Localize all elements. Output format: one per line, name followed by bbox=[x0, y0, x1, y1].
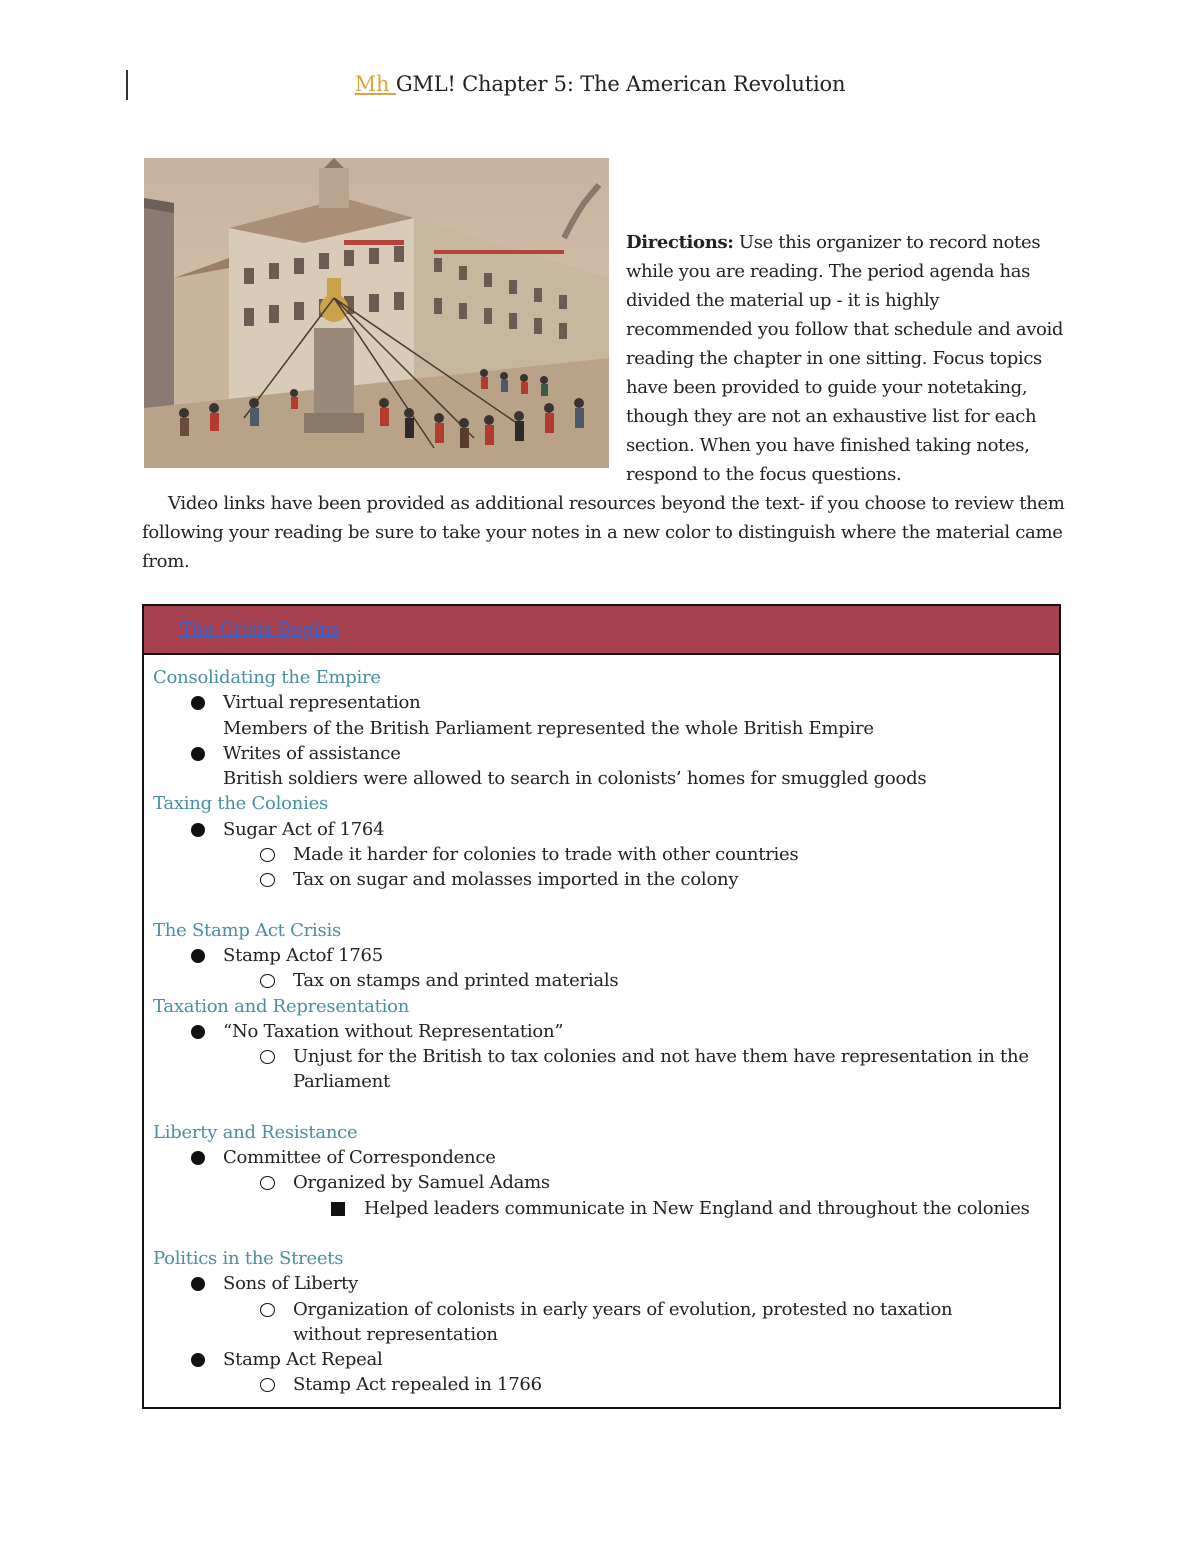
table-header bbox=[144, 606, 1059, 655]
list-item bbox=[153, 690, 1049, 715]
bullet-circle-icon bbox=[260, 974, 275, 988]
crisis-begins-link[interactable]: The Crisis Begins bbox=[180, 619, 341, 640]
topic-heading: The Stamp Act Crisis bbox=[153, 919, 341, 941]
sub-list-item-text: Tax on stamps and printed materials bbox=[293, 970, 619, 992]
topic-heading: Consolidating the Empire bbox=[153, 667, 381, 688]
blank-line bbox=[153, 1095, 1049, 1120]
list-item-text: Writes of assistance bbox=[223, 742, 401, 764]
bullet-disc-icon bbox=[191, 747, 205, 761]
directions-text: Use this organizer to record notes while you are reading. The period agenda has divided the material up - it is highly recommended you follow that schedule and avoid reading the chapter in one sitting. Focus topics have been provided to guide your notetaking, though they are not an exhaustive list for each section. When you have finished taking notes, respond to the focus questions. bbox=[626, 232, 1064, 485]
list-item-text: Virtual representation bbox=[223, 692, 421, 714]
list-item-text: Sons of Liberty bbox=[223, 1273, 359, 1295]
sub-list-item-text: Made it harder for colonies to trade with other countries bbox=[293, 844, 799, 866]
bullet-circle-icon bbox=[260, 1378, 275, 1392]
sub-list-item bbox=[153, 867, 1049, 892]
header-title: GML! Chapter 5: The American Revolution bbox=[395, 72, 846, 96]
list-item bbox=[153, 1271, 1049, 1296]
blank-line bbox=[153, 1221, 1049, 1246]
video-links-note: Video links have been provided as additional resources beyond the text- if you choose to review them following your reading be sure to take your notes in a new color to distinguish where the material came from. bbox=[142, 493, 1065, 572]
bullet-circle-icon bbox=[260, 1176, 275, 1190]
document-header bbox=[0, 72, 1200, 96]
topic-heading: Politics in the Streets bbox=[153, 1247, 344, 1269]
sub-list-item bbox=[153, 1170, 1049, 1195]
sub-list-item-continuation: Parliament bbox=[293, 1071, 390, 1093]
notes-organizer-table bbox=[142, 604, 1061, 1409]
bullet-disc-icon bbox=[191, 1025, 205, 1039]
list-item-note: British soldiers were allowed to search in colonists’ homes for smuggled goods bbox=[223, 768, 927, 790]
sub-list-item bbox=[153, 968, 1049, 993]
topic-heading: Liberty and Resistance bbox=[153, 1121, 358, 1143]
sub-sub-list-item-text: Helped leaders communicate in New England and throughout the colonies bbox=[364, 1197, 1030, 1219]
bullet-disc-icon bbox=[191, 949, 205, 963]
sub-list-item-text: Organized by Samuel Adams bbox=[293, 1172, 550, 1194]
bullet-circle-icon bbox=[260, 1303, 275, 1317]
list-item-text: Stamp Act Repeal bbox=[223, 1349, 383, 1371]
table-body bbox=[144, 655, 1059, 1398]
bullet-circle-icon bbox=[260, 873, 275, 887]
sub-list-item-continuation: without representation bbox=[293, 1323, 498, 1345]
list-item-text: Sugar Act of 1764 bbox=[223, 818, 385, 840]
topic-heading: Taxing the Colonies bbox=[153, 793, 328, 815]
bullet-disc-icon bbox=[191, 1353, 205, 1367]
list-item bbox=[153, 1145, 1049, 1170]
bullet-circle-icon bbox=[260, 848, 275, 862]
topic-heading: Taxation and Representation bbox=[153, 995, 410, 1017]
list-item bbox=[153, 817, 1049, 842]
sub-list-item-text: Organization of colonists in early years of evolution, protested no taxation bbox=[293, 1298, 953, 1320]
sub-list-item-text: Unjust for the British to tax colonies and not have them have representation in the bbox=[293, 1046, 1029, 1068]
bullet-disc-icon bbox=[191, 696, 205, 710]
sub-sub-list-item bbox=[153, 1196, 1049, 1221]
list-item-note: Members of the British Parliament represented the whole British Empire bbox=[223, 717, 874, 739]
directions-label: Directions: bbox=[626, 232, 734, 253]
sub-list-item-text: Stamp Act repealed in 1766 bbox=[293, 1374, 542, 1396]
list-item bbox=[153, 1019, 1049, 1044]
sub-list-item bbox=[153, 1297, 1049, 1322]
bullet-circle-icon bbox=[260, 1050, 275, 1064]
list-item bbox=[153, 943, 1049, 968]
sub-list-item bbox=[153, 1044, 1049, 1069]
bullet-disc-icon bbox=[191, 1151, 205, 1165]
list-item bbox=[153, 1347, 1049, 1372]
bullet-square-icon bbox=[331, 1202, 345, 1216]
sub-list-item bbox=[153, 842, 1049, 867]
sub-list-item-text: Tax on sugar and molasses imported in the colony bbox=[293, 869, 739, 891]
list-item-text: Committee of Correspondence bbox=[223, 1147, 496, 1169]
directions-paragraph bbox=[626, 228, 1066, 489]
list-item-text: “No Taxation without Representation” bbox=[223, 1020, 564, 1042]
bullet-disc-icon bbox=[191, 1277, 205, 1291]
blank-line bbox=[153, 893, 1049, 918]
bullet-disc-icon bbox=[191, 823, 205, 837]
header-prefix: Mh bbox=[354, 72, 396, 96]
sub-list-item bbox=[153, 1372, 1049, 1397]
list-item bbox=[153, 741, 1049, 766]
illustration-colonial-street-scene bbox=[144, 158, 609, 468]
list-item-text: Stamp Actof 1765 bbox=[223, 944, 383, 966]
